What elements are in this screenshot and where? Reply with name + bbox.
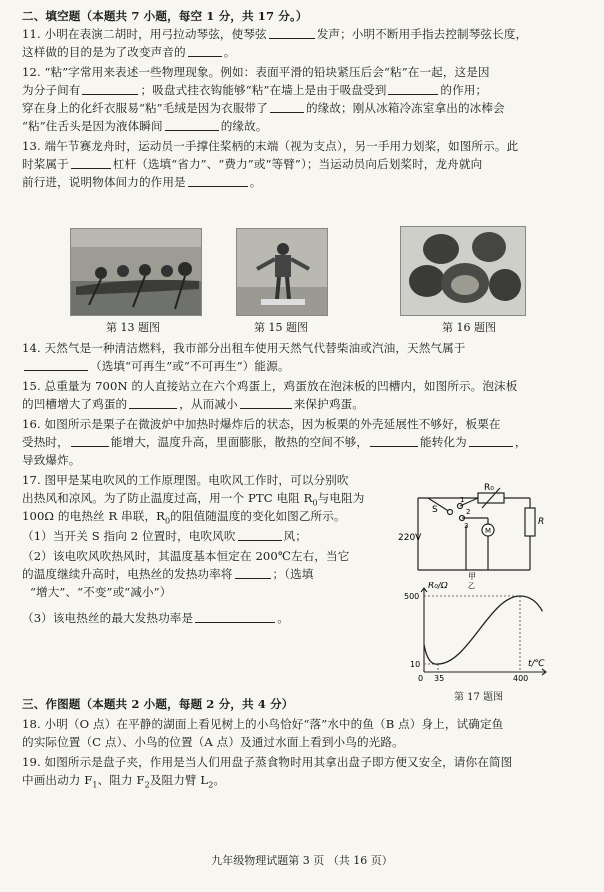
circuit-diagram <box>398 478 548 580</box>
y-axis-label: R₀/Ω <box>428 582 448 591</box>
chart-fig-label: 乙 <box>468 582 475 590</box>
q11-line1: 11. 小明在表演二胡时，用弓拉动琴弦，使琴弦 发声；小明不断用手指去控制琴弦长度， <box>22 27 528 41</box>
chestnut-photo <box>400 226 526 316</box>
voltage-label: 220V <box>398 533 422 543</box>
q12-line3: 穿在身上的化纤衣服易“粘”毛绒是因为衣服带了 的缘故；刚从冰箱冷冻室拿出的冰棒会 <box>22 101 505 115</box>
caption-fig17: 第 17 题图 <box>454 692 504 703</box>
q17-line3: 100Ω 的电热丝 R 串联，$R_0$的阻值随温度的变化如图乙所示。 <box>22 509 346 526</box>
dragon-boat-image <box>71 229 201 315</box>
q12-line2: 为分子间有 ；吸盘式挂衣钩能够“粘”在墙上是由于吸盘受到 的作用； <box>22 83 488 97</box>
q13-line2: 时桨属于 杠杆（选填“省力”、“费力”或“等臂”）；当运动员向后划桨时，龙舟就向 <box>22 157 483 171</box>
r-label: R <box>538 517 545 527</box>
q14-line2: （选填“可再生”或“不可再生”）能源。 <box>22 358 588 374</box>
motor-label: M <box>485 527 492 535</box>
x-tick-400: 400 <box>513 674 529 682</box>
y-tick-10: 10 <box>410 660 421 669</box>
q13-line1: 13. 端午节赛龙舟时，运动员一手撑住桨柄的末端（视为支点），另一手用力划桨，如图所示。此 <box>22 139 519 153</box>
q17-part2-line3: “增大”、“不变”或“减小”） <box>30 585 172 599</box>
resistance-curve <box>424 596 542 664</box>
q17-part3: （3）该电热丝的最大发热功率是 。 <box>22 611 289 625</box>
page-footer: 九年级物理试题第 3 页 （共 16 页） <box>211 854 393 867</box>
position-3-label: 3 <box>464 522 469 530</box>
chestnuts-image <box>401 227 525 315</box>
dragon-boat-photo <box>70 228 202 316</box>
q14-line1: 14. 天然气是一种清洁燃料，我市部分出租车使用天然气代替柴油或汽油，天然气属于 <box>22 341 466 355</box>
q16-line3: 导致爆炸。 <box>22 453 81 467</box>
q12-line4: “粘”住舌头是因为液体瞬间 的缘故。 <box>22 119 268 133</box>
position-1-label: 1 <box>460 496 465 504</box>
q15-line1: 15. 总重量为 700N 的人直接站立在六个鸡蛋上，鸡蛋放在泡沫板的凹槽内，如图所示。泡沫板 <box>22 379 518 393</box>
q12-line1: 12. “粘”字常用来表述一些物理现象。例如：表面平滑的铅块紧压后会“粘”在一起，这是因 <box>22 65 490 79</box>
standing-person-photo <box>236 228 328 316</box>
q17-part1: （1）当开关 S 指向 2 位置时，电吹风吹 风； <box>22 529 307 543</box>
position-2-label: 2 <box>466 508 471 516</box>
caption-fig13: 第 13 题图 <box>106 321 160 334</box>
resistance-temperature-chart <box>398 582 558 682</box>
q15-line2: 的凹槽增大了鸡蛋的 ，从而减小 来保护鸡蛋。 <box>22 397 364 411</box>
x-axis-label: t/℃ <box>528 659 545 669</box>
q17-line2: 出热风和凉风。为了防止温度过高，用一个 PTC 电阻 $R_0$与电阻为 <box>22 491 365 508</box>
caption-fig15: 第 15 题图 <box>254 321 308 334</box>
q19-line2: 中画出动力 $F_1$、阻力 $F_2$及阻力臂 $L_2$。 <box>22 773 226 790</box>
q17-part2-line1: （2）该电吹风吹热风时，其温度基本恒定在 200℃左右，当它 <box>22 549 350 563</box>
switch-label: S <box>432 505 438 515</box>
q11-line2: 这样做的目的是为了改变声音的 。 <box>22 45 236 59</box>
caption-fig16: 第 16 题图 <box>442 321 496 334</box>
q16-line2: 受热时， 能增大，温度升高，里面膨胀，散热的空间不够， 能转化为 ， <box>22 435 527 449</box>
q19-line1: 19. 如图所示是盘子夹，作用是当人们用盘子蒸食物时用其拿出盘子即方便又安全，请你在简图 <box>22 755 513 769</box>
q17-part2-line2: 的温度继续升高时，电热丝的发热功率将 ；（选填 <box>22 567 314 581</box>
q18-line2: 的实际位置（C 点）、小鸟的位置（A 点）及通过水面上看到小鸟的光路。 <box>22 735 404 749</box>
q17-line1: 17. 图甲是某电吹风的工作原理图。电吹风工作时，可以分别吹 <box>22 473 349 487</box>
section2-title: 二、填空题（本题共 7 小题，每空 1 分，共 17 分。） <box>22 9 308 23</box>
x-tick-35: 35 <box>434 674 445 682</box>
x-tick-0: 0 <box>418 674 424 682</box>
person-on-eggs-image <box>237 229 327 315</box>
section3-title: 三、作图题（本题共 2 小题，每题 2 分，共 4 分） <box>22 697 294 711</box>
circuit-fig-label: 甲 <box>468 572 476 580</box>
q18-line1: 18. 小明（O 点）在平静的湖面上看见树上的小鸟恰好“落”水中的鱼（B 点）身上，试确定鱼 <box>22 717 504 731</box>
r0-label: R₀ <box>484 483 494 493</box>
y-tick-500: 500 <box>404 592 420 601</box>
q13-line3: 前行进，说明物体间力的作用是 。 <box>22 175 262 189</box>
q16-line1: 16. 如图所示是栗子在微波炉中加热时爆炸后的状态，因为板栗的外壳延展性不够好，板栗在 <box>22 417 501 431</box>
